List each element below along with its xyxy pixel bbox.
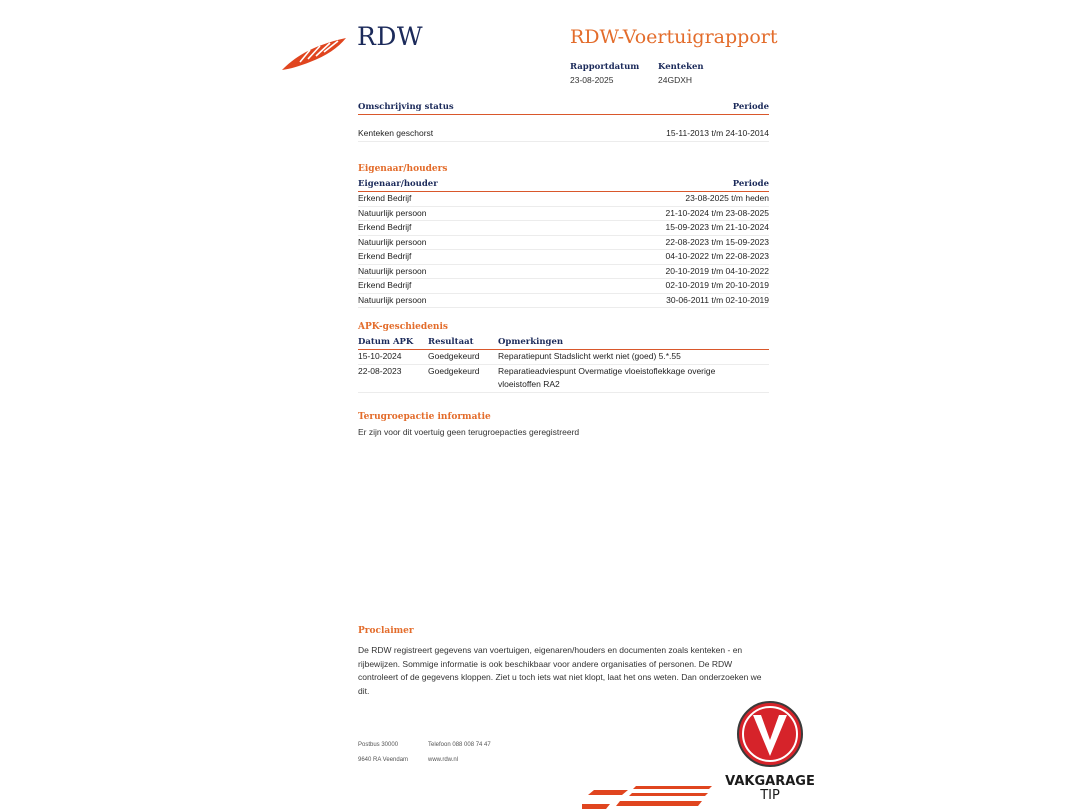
apk-notes: Reparatiepunt Stadslicht werkt niet (goed) 5.*.55: [498, 351, 681, 361]
proclaimer-text: De RDW registreert gegevens van voertuigen, eigenaren/houders en documenten zoals kenteken - en rijbewijzen. Sommige informatie is ook beschikbaar voor andere organisaties of personen. De RDW controleert of de gegevens kloppen. Ziet u toch iets wat niet klopt, laat het ons weten. Dan onderzoeken we dit.: [358, 645, 762, 696]
table-row: [358, 236, 769, 251]
table-row: [358, 207, 769, 222]
table-row: [358, 279, 769, 294]
owner-period: 02-10-2019 t/m 20-10-2019: [665, 280, 769, 290]
footer-address: 9640 RA Veendam: [358, 757, 409, 763]
footer-web: www.rdw.nl: [428, 757, 459, 763]
owners-table: [358, 177, 769, 308]
owners-col-owner: Eigenaar/houder: [358, 179, 438, 189]
table-row: [358, 365, 769, 393]
owners-section-title: Eigenaar/houders: [358, 164, 448, 174]
owner-type: Natuurlijk persoon: [358, 265, 427, 276]
table-row: [358, 192, 769, 207]
status-col-period: Periode: [732, 102, 769, 112]
owner-period: 15-09-2023 t/m 21-10-2024: [665, 222, 769, 232]
recall-section-title: Terugroepactie informatie: [358, 412, 491, 422]
apk-date: 22-08-2023: [358, 365, 402, 376]
footer-phone: Telefoon 088 008 74 47: [428, 742, 491, 748]
owner-type: Erkend Bedrijf: [358, 280, 412, 290]
recall-text: Er zijn voor dit voertuig geen terugroepacties geregistreerd: [358, 427, 580, 437]
decorative-stripes-icon: [582, 784, 717, 810]
owner-period: 04-10-2022 t/m 22-08-2023: [665, 251, 769, 261]
status-col-desc: Omschrijving status: [358, 102, 454, 112]
table-row: [358, 294, 769, 309]
table-row: [358, 250, 769, 265]
owner-period: 21-10-2024 t/m 23-08-2025: [665, 207, 769, 218]
owner-type: Erkend Bedrijf: [358, 222, 412, 232]
owner-type: Natuurlijk persoon: [358, 207, 427, 218]
apk-section-title: APK-geschiedenis: [358, 322, 448, 332]
table-row: [358, 350, 769, 365]
rdw-wing-logo-icon: [280, 36, 348, 72]
vakgarage-tip-badge: [722, 698, 818, 802]
owner-period: 22-08-2023 t/m 15-09-2023: [665, 236, 769, 247]
status-table-header: [358, 100, 769, 115]
owner-period: 30-06-2011 t/m 02-10-2019: [666, 294, 769, 305]
meta-value-plate: 24GDXH: [658, 75, 693, 85]
table-row: [358, 221, 769, 236]
apk-notes: Reparatieadviespunt Overmatige vloeistoflekkage overige vloeistoffen RA2: [498, 365, 716, 389]
proclaimer-title: Proclaimer: [358, 626, 414, 636]
meta-label-plate: Kenteken: [658, 62, 704, 72]
rdw-logo-text: RDW: [357, 22, 424, 51]
owner-type: Natuurlijk persoon: [358, 236, 427, 247]
status-desc: Kenteken geschorst: [358, 128, 434, 138]
badge-line1: VAKGARAGE: [725, 774, 815, 789]
apk-table-header: [358, 335, 769, 350]
apk-date: 15-10-2024: [358, 351, 402, 361]
owner-type: Erkend Bedrijf: [358, 251, 412, 261]
apk-table: [358, 335, 769, 393]
status-table: [358, 100, 769, 142]
apk-col-result: Resultaat: [428, 337, 474, 347]
apk-result: Goedgekeurd: [428, 365, 480, 376]
report-title: RDW-Voertuigrapport: [570, 26, 778, 48]
owners-table-header: [358, 177, 769, 192]
status-period: 15-11-2013 t/m 24-10-2014: [666, 128, 769, 138]
owner-period: 23-08-2025 t/m heden: [685, 193, 769, 203]
apk-result: Goedgekeurd: [428, 351, 480, 361]
owners-col-period: Periode: [732, 179, 769, 189]
table-row: [358, 127, 769, 142]
badge-line2: TIP: [760, 788, 780, 803]
owner-type: Natuurlijk persoon: [358, 294, 427, 305]
meta-label-date: Rapportdatum: [570, 62, 640, 72]
apk-col-date: Datum APK: [358, 337, 414, 347]
footer-postbus: Postbus 30000: [358, 742, 399, 748]
owner-period: 20-10-2019 t/m 04-10-2022: [665, 265, 769, 276]
meta-value-date: 23-08-2025: [570, 75, 614, 85]
vakgarage-v-icon: [722, 698, 818, 770]
table-row: [358, 265, 769, 280]
apk-col-notes: Opmerkingen: [498, 337, 564, 347]
owner-type: Erkend Bedrijf: [358, 193, 412, 203]
